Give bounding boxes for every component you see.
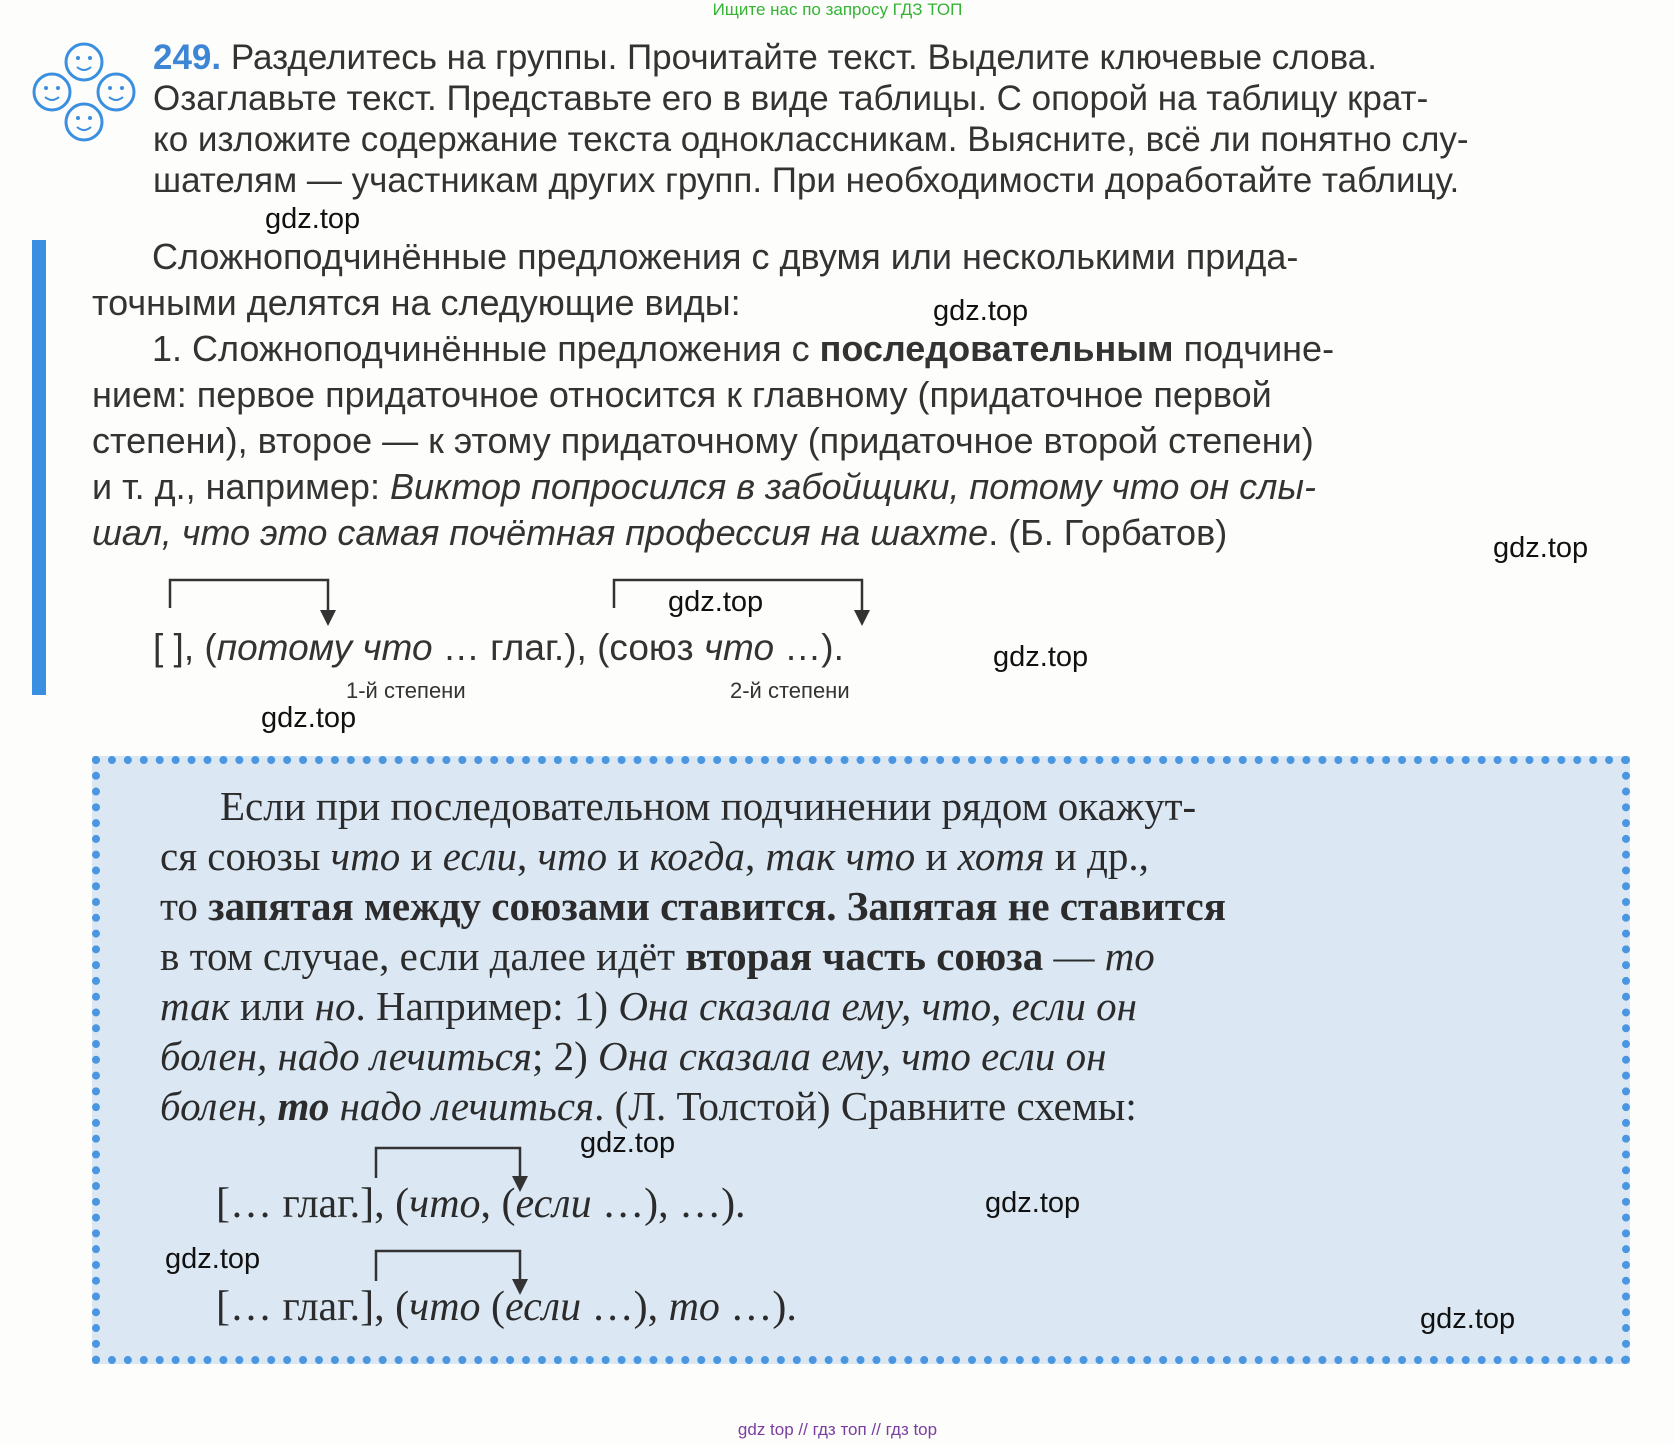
text-fragment: то <box>160 883 209 929</box>
conjunction: так <box>160 983 230 1029</box>
scheme-part: [ ], ( <box>153 627 217 668</box>
scheme-part: …), <box>581 1284 669 1330</box>
rule-line <box>160 1032 1226 1082</box>
conjunction: но <box>314 983 356 1029</box>
conjunction: то <box>1104 933 1155 979</box>
exercise-line: ко изложите содержание текста одноклассникам. Выясните, всё ли понятно слу- <box>153 120 1469 159</box>
text-line: степени), второе — к этому придаточному (придаточное второй степени) <box>92 420 1314 461</box>
scheme-part: …), …). <box>591 1181 746 1227</box>
conjunction: хотя <box>957 833 1045 879</box>
accent-bar <box>32 240 46 695</box>
group-faces-icon <box>30 40 140 145</box>
conjunction: если <box>442 833 517 879</box>
text-fragment: и др., <box>1044 833 1149 879</box>
watermark: gdz.top <box>165 1243 261 1275</box>
degree-label-2: 2-й степени <box>730 678 850 703</box>
rule-line <box>160 832 1226 882</box>
text-line: точными делятся на следующие виды: <box>92 282 741 323</box>
text-fragment: , <box>517 833 538 879</box>
scheme-conjunction: то <box>668 1284 720 1330</box>
text-line <box>92 466 1334 512</box>
conjunction: что <box>537 833 608 879</box>
example-text: болен, надо лечиться <box>160 1033 532 1079</box>
bold-rule: запятая между союзами ставится. Запятая не ставится <box>208 883 1226 929</box>
rule-line <box>160 882 1226 932</box>
rule-line: Если при последовательном подчинении рядом окажут- <box>220 783 1197 829</box>
text-line <box>92 512 1334 558</box>
scheme-conjunction: потому что <box>216 627 433 668</box>
rule-text <box>160 782 1226 1132</box>
rule-line <box>160 982 1226 1032</box>
scheme-part: … глаг.), (союз <box>432 627 704 668</box>
watermark: gdz.top <box>261 702 357 734</box>
text-fragment: и <box>915 833 958 879</box>
watermark: gdz.top <box>265 203 361 235</box>
text-fragment: и <box>607 833 650 879</box>
text-fragment: или <box>229 983 315 1029</box>
scheme-conjunction: если <box>505 1284 582 1330</box>
conjunction: когда <box>649 833 745 879</box>
bold-term: последовательным <box>819 328 1174 369</box>
theory-text <box>92 236 1334 558</box>
example-text: шал, что это самая почётная профессия на шахте <box>92 512 989 553</box>
text-fragment: ; 2) <box>531 1033 599 1079</box>
text-line: нием: первое придаточное относится к главному (придаточное первой <box>92 374 1272 415</box>
top-watermark: Ищите нас по запросу ГДЗ ТОП <box>712 0 963 19</box>
example-text: Виктор попросился в забойщики, потому что он слы- <box>389 466 1316 507</box>
conjunction: так что <box>765 833 916 879</box>
watermark: gdz.top <box>668 586 764 618</box>
text-fragment: и <box>400 833 443 879</box>
scheme-1 <box>153 627 844 669</box>
scheme-conjunction: что <box>409 1284 481 1330</box>
watermark: gdz.top <box>993 641 1089 673</box>
text-fragment: ся союзы <box>160 833 331 879</box>
bottom-watermark: gdz top // гдз топ // гдз top <box>737 1420 938 1439</box>
text-fragment: подчине- <box>1173 328 1335 369</box>
example-text: надо лечиться <box>329 1083 595 1129</box>
text-fragment: 1. Сложноподчинённые предложения с <box>152 328 820 369</box>
exercise-text <box>153 38 1469 202</box>
scheme-arrows <box>160 574 880 626</box>
rule-line <box>160 932 1226 982</box>
scheme-conjunction: что <box>409 1181 481 1227</box>
example-text: Она сказала ему, что если он <box>598 1033 1107 1079</box>
scheme-part: [… глаг.], ( <box>216 1181 410 1227</box>
example-text: Она сказала ему, что, если он <box>618 983 1137 1029</box>
text-fragment: . (Л. Толстой) Сравните схемы: <box>594 1083 1137 1129</box>
text-fragment: и т. д., например: <box>92 466 390 507</box>
exercise-line: Озаглавьте текст. Представьте его в виде таблицы. С опорой на таблицу крат- <box>153 79 1429 118</box>
exercise-line: Разделитесь на группы. Прочитайте текст. Выделите ключевые слова. <box>230 38 1377 77</box>
degree-label-1: 1-й степени <box>346 678 466 703</box>
watermark: gdz.top <box>1420 1303 1516 1335</box>
text-line <box>92 328 1334 374</box>
text-line: Сложноподчинённые предложения с двумя или несколькими прида- <box>152 236 1299 277</box>
rule-line <box>160 1082 1226 1132</box>
text-fragment: . Например: 1) <box>355 983 619 1029</box>
text-fragment: , <box>744 833 766 879</box>
watermark: gdz.top <box>933 295 1029 327</box>
text-fragment: . (Б. Горбатов) <box>988 512 1228 553</box>
scheme-2 <box>216 1180 746 1228</box>
watermark: gdz.top <box>985 1187 1081 1219</box>
text-fragment: — <box>1043 933 1105 979</box>
scheme-3 <box>216 1283 797 1331</box>
example-text: болен, <box>160 1083 278 1129</box>
watermark: gdz.top <box>580 1127 676 1159</box>
text-fragment: в том случае, если далее идёт <box>160 933 686 979</box>
conjunction: то <box>277 1083 330 1129</box>
scheme-part: , ( <box>480 1181 516 1227</box>
exercise-number: 249. <box>153 38 222 77</box>
scheme-conjunction: если <box>515 1181 592 1227</box>
scheme-conjunction: что <box>703 627 775 668</box>
scheme-part: …). <box>774 627 844 668</box>
scheme-part: …). <box>719 1284 797 1330</box>
scheme-part: [… глаг.], ( <box>216 1284 410 1330</box>
bold-rule: вторая часть союза <box>685 933 1044 979</box>
conjunction: что <box>330 833 401 879</box>
watermark: gdz.top <box>1493 532 1589 564</box>
exercise-line: шателям — участникам других групп. При необходимости доработайте таблицу. <box>153 161 1460 200</box>
scheme-part: ( <box>480 1284 506 1330</box>
